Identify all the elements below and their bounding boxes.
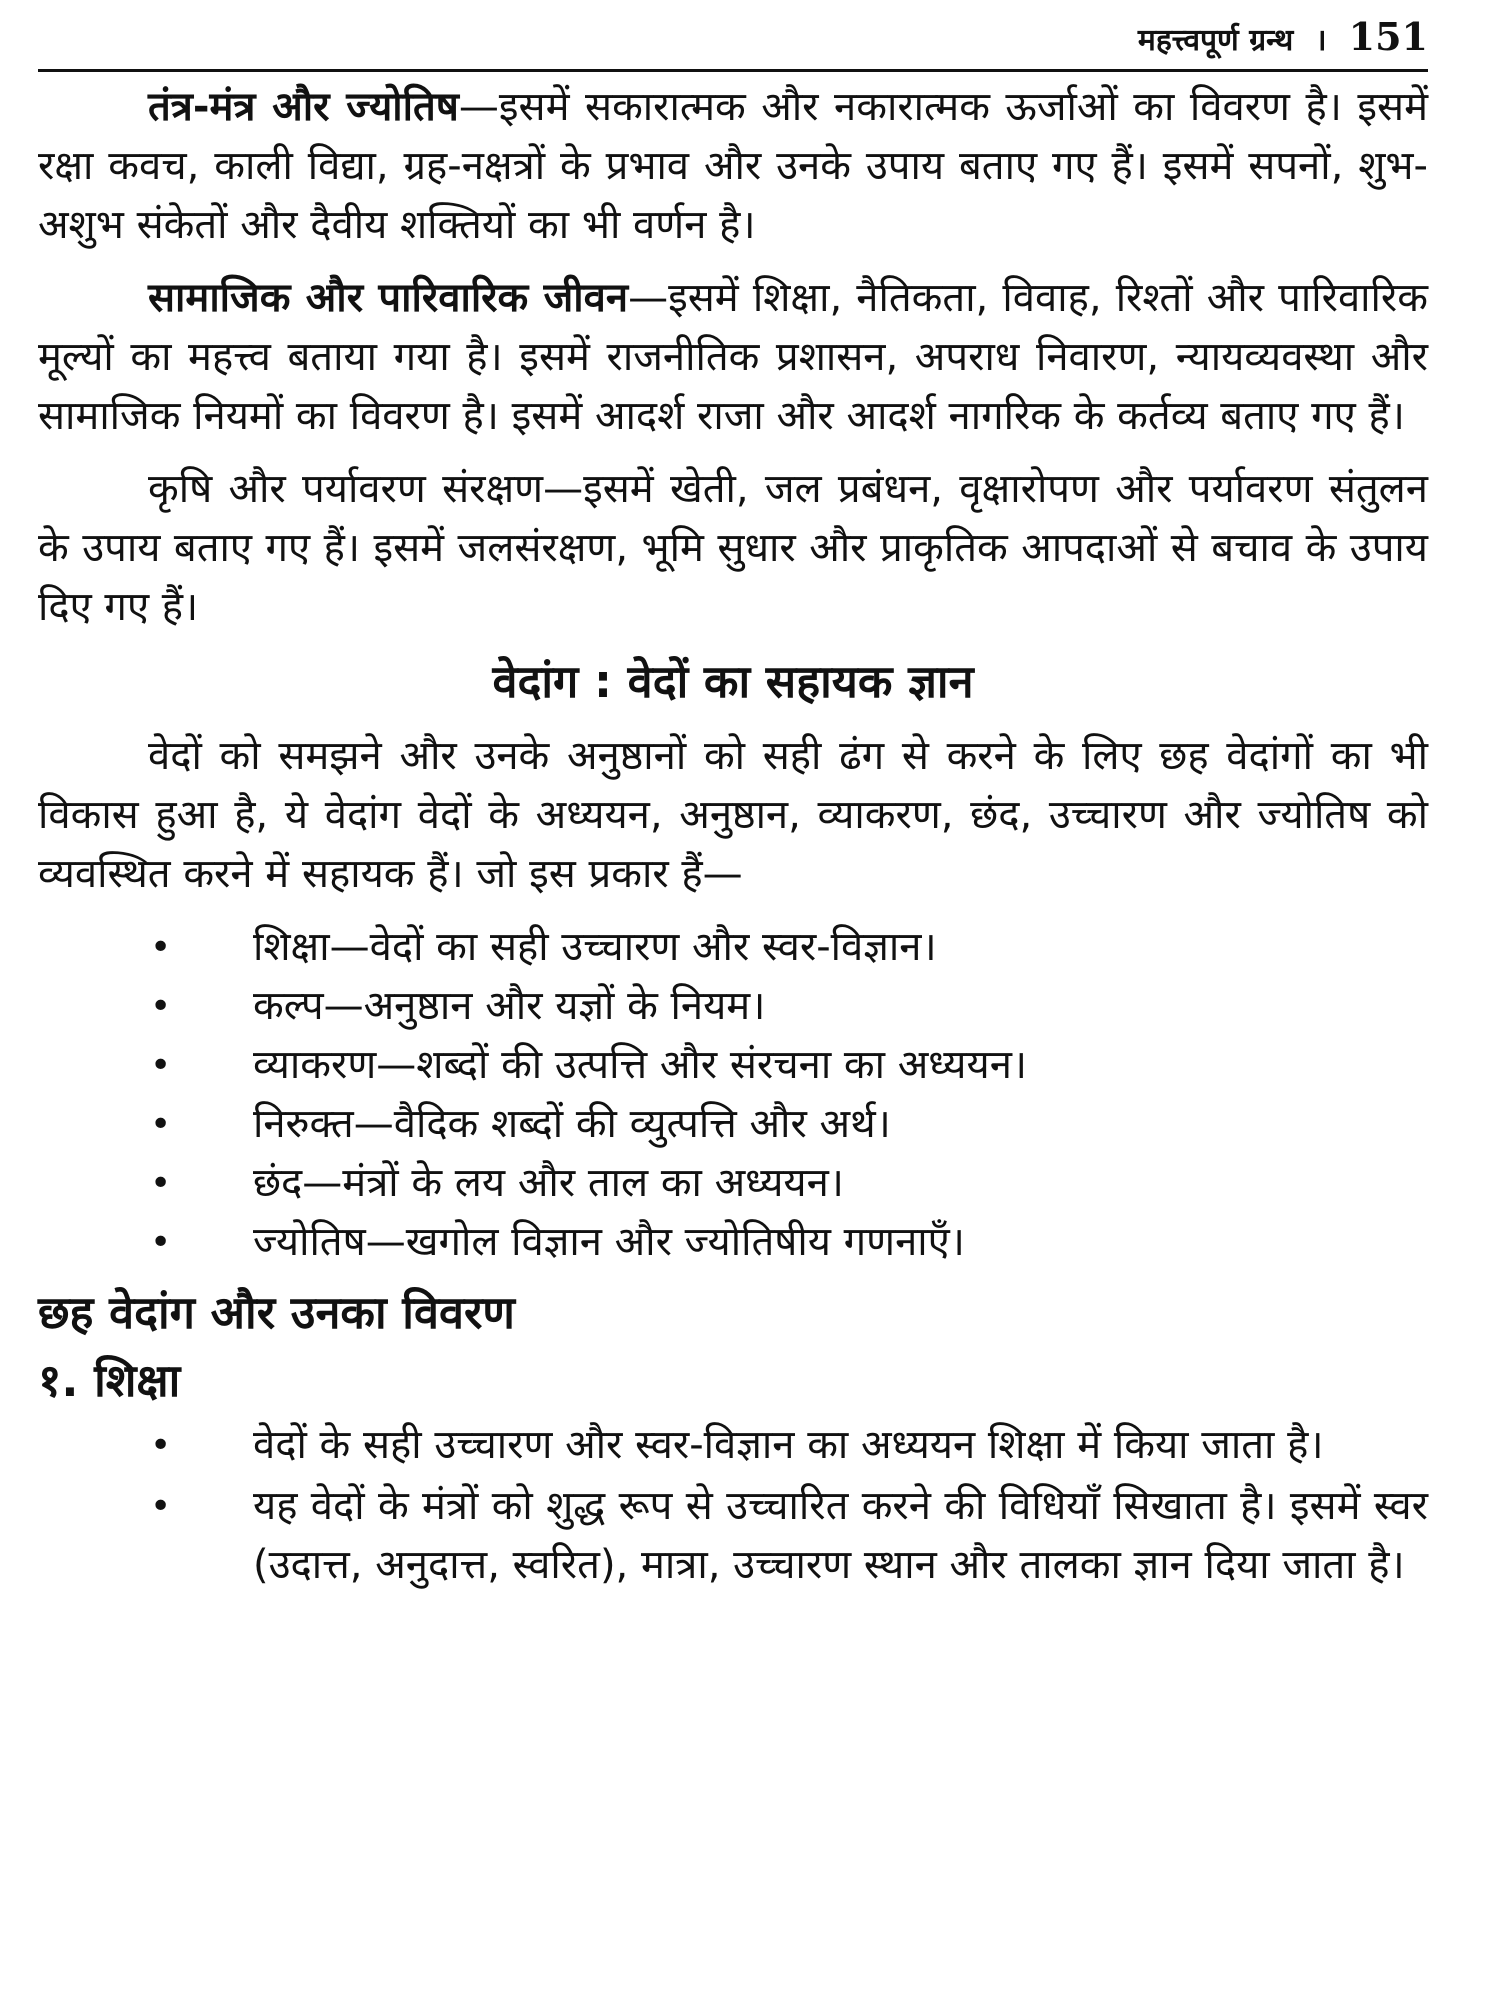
paragraph-body: —इसमें शिक्षा, नैतिकता, विवाह, रिश्तों और पारिवारिक मूल्यों का महत्त्व बताया गया है। इसमें राजनीतिक प्रशासन, अपराध निवारण, न्यायव्यवस्था और सामाजिक नियमों का विवरण है। इसमें आदर्श राजा और आदर्श नागरिक के कर्तव्य बताए गए हैं।: [38, 275, 1428, 439]
list-item: [38, 918, 1428, 977]
section-heading-vedanga: वेदांग : वेदों का सहायक ज्ञान: [492, 655, 974, 708]
bullet-icon: •: [150, 1104, 172, 1145]
bullet-icon: •: [150, 1045, 172, 1086]
bullet-icon: •: [150, 927, 172, 968]
running-header: [38, 0, 1428, 72]
bullet-icon: •: [150, 1425, 172, 1466]
bullet-icon: •: [150, 986, 172, 1027]
vedanga-list: [38, 918, 1428, 1272]
list-item: [38, 1036, 1428, 1095]
bullet-icon: •: [150, 1163, 172, 1204]
list-item: [38, 1095, 1428, 1154]
shiksha-list: [38, 1416, 1428, 1595]
bullet-icon: •: [150, 1486, 172, 1527]
list-item: [38, 1213, 1428, 1272]
page-number: 151: [1348, 14, 1428, 59]
paragraph-lead-term: तंत्र-मंत्र और ज्योतिष: [148, 84, 459, 130]
list-item: [38, 977, 1428, 1036]
subsection-heading: छह वेदांग और उनका विवरण: [38, 1286, 515, 1339]
list-item-text: छंद—मंत्रों के लय और ताल का अध्ययन।: [253, 1160, 844, 1206]
list-item: [38, 1477, 1428, 1595]
header-separator: ।: [1315, 23, 1327, 58]
paragraph-agriculture-environment: [38, 460, 1428, 637]
paragraph-lead-term: सामाजिक और पारिवारिक जीवन: [148, 275, 629, 321]
paragraph-body: —इसमें सकारात्मक और नकारात्मक ऊर्जाओं का विवरण है। इसमें रक्षा कवच, काली विद्या, ग्रह-नक्षत्रों के प्रभाव और उनके उपाय बताए गए हैं। इसमें सपनों, शुभ-अशुभ संकेतों और दैवीय शक्तियों का भी वर्णन है।: [38, 84, 1428, 248]
paragraph-vedanga-intro: [38, 727, 1428, 904]
item-heading-shiksha: १. शिक्षा: [38, 1354, 181, 1407]
list-item-text: निरुक्त—वैदिक शब्दों की व्युत्पत्ति और अर्थ।: [253, 1101, 891, 1147]
list-item-text: व्याकरण—शब्दों की उत्पत्ति और संरचना का अध्ययन।: [253, 1042, 1028, 1088]
paragraph-tantra-mantra: [38, 78, 1428, 255]
page-content: [38, 72, 1428, 1595]
list-item: [38, 1154, 1428, 1213]
list-item-text: कल्प—अनुष्ठान और यज्ञों के नियम।: [253, 983, 766, 1029]
paragraph-body: वेदों को समझने और उनके अनुष्ठानों को सही ढंग से करने के लिए छह वेदांगों का भी विकास हुआ है, ये वेदांग वेदों के अध्ययन, अनुष्ठान, व्याकरण, छंद, उच्चारण और ज्योतिष को व्यवस्थित करने में सहायक हैं। जो इस प्रकार हैं—: [38, 733, 1428, 897]
paragraph-body: कृषि और पर्यावरण संरक्षण—इसमें खेती, जल प्रबंधन, वृक्षारोपण और पर्यावरण संतुलन के उपाय बताए गए हैं। इसमें जलसंरक्षण, भूमि सुधार और प्राकृतिक आपदाओं से बचाव के उपाय दिए गए हैं।: [38, 466, 1428, 630]
bullet-icon: •: [150, 1222, 172, 1263]
book-title: महत्त्वपूर्ण ग्रन्थ: [1137, 23, 1294, 58]
list-item-text: वेदों के सही उच्चारण और स्वर-विज्ञान का अध्ययन शिक्षा में किया जाता है।: [253, 1422, 1324, 1468]
paragraph-social-family-life: [38, 269, 1428, 446]
list-item: [38, 1416, 1428, 1475]
list-item-text: ज्योतिष—खगोल विज्ञान और ज्योतिषीय गणनाएँ।: [253, 1219, 965, 1265]
list-item-text: शिक्षा—वेदों का सही उच्चारण और स्वर-विज्ञान।: [253, 924, 937, 970]
list-item-text: यह वेदों के मंत्रों को शुद्ध रूप से उच्चारित करने की विधियाँ सिखाता है। इसमें स्वर (उदात्त, अनुदात्त, स्वरित), मात्रा, उच्चारण स्थान और तालका ज्ञान दिया जाता है।: [253, 1483, 1428, 1588]
